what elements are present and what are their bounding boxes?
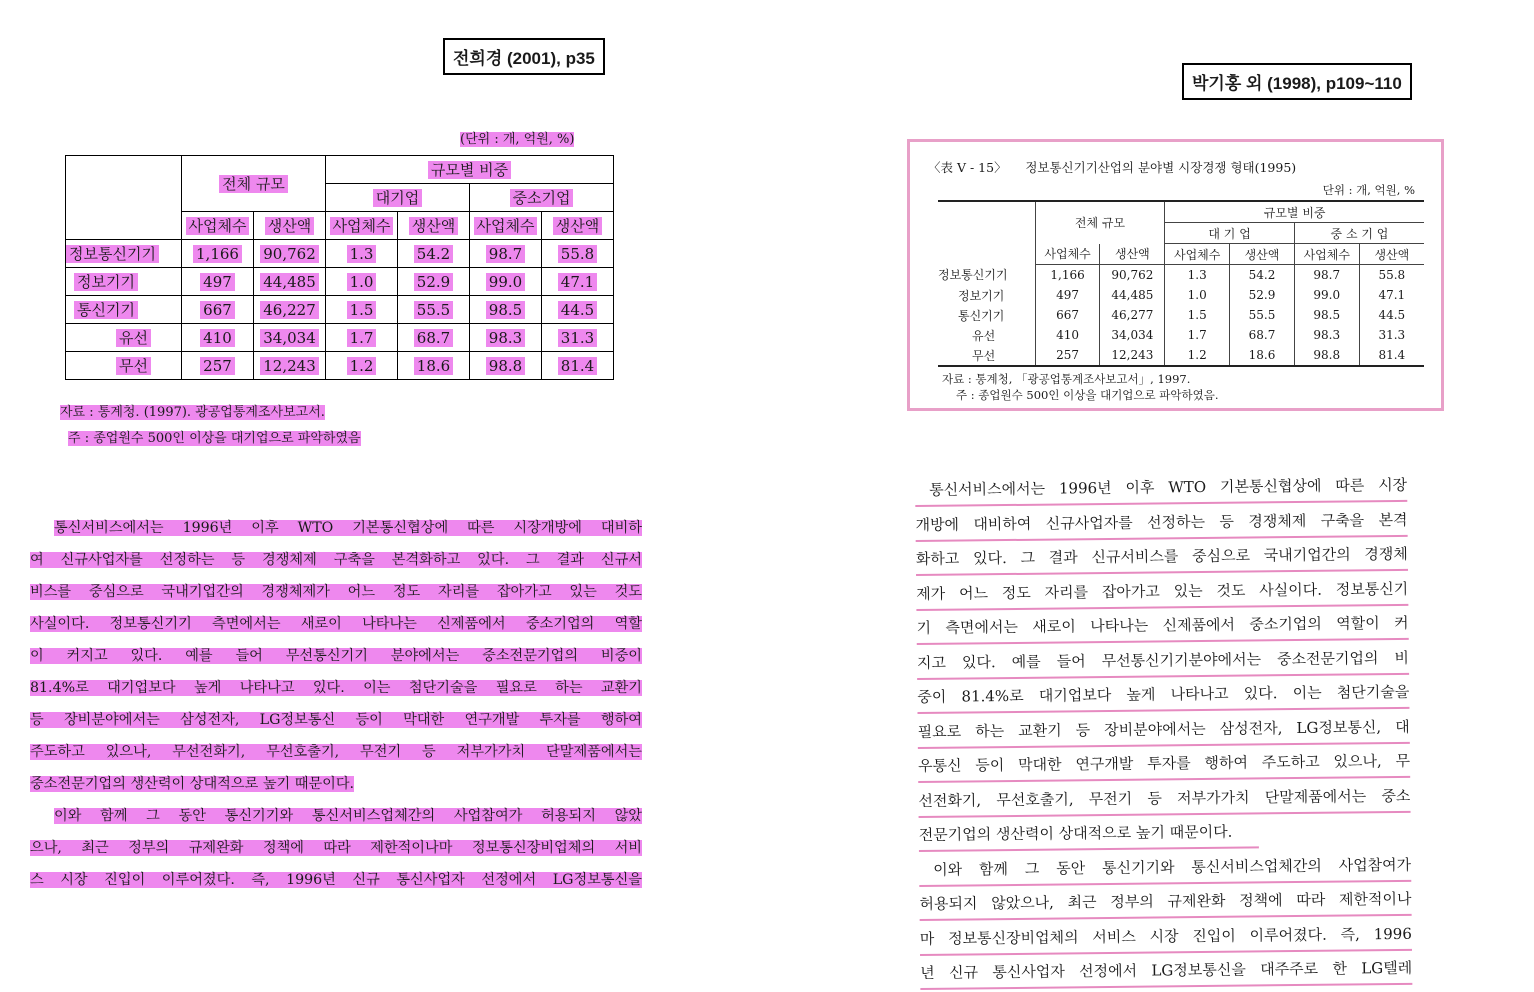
left-unit-note: (단위 : 개, 억원, %) (460, 132, 575, 147)
body-line: 통신서비스에서는 1996년 이후 WTO 기본통신협상에 따른 시장개방에 대비하 (54, 520, 642, 536)
body-line: 중이 81.4%로 대기업보다 높게 나타나고 있다. 이는 첨단기술을 (917, 677, 1409, 714)
header-output: 생산액 (542, 212, 614, 240)
left-note-remark: 주 : 종업원수 500인 이상을 대기업으로 파악하였음 (68, 431, 361, 446)
right-table-notes (942, 371, 1218, 403)
body-line: 이와 함께 그 동안 통신기기와 통신서비스업체간의 사업참여가 (919, 849, 1411, 886)
body-line: 허용되지 않았으나, 최근 정부의 규제완화 정책에 따라 제한적이나 (919, 884, 1411, 921)
body-line: 마 정보통신장비업체의 서비스 시장 진입이 이루어졌다. 즉, 1996 (920, 918, 1412, 955)
table-row: 무선 257 12,243 1.2 18.6 98.8 81.4 (66, 352, 614, 380)
header-output: 생산액 (398, 212, 470, 240)
body-line: 제가 어느 정도 자리를 잡아가고 있는 것도 사실이다. 정보통신기 (916, 573, 1408, 610)
table-row: 정보통신기기 1,166 90,762 1.3 54.2 98.7 55.8 (66, 240, 614, 268)
body-line: 비스를 중심으로 국내기업간의 경쟁체제가 어느 정도 자리를 잡아가고 있는 것도 (30, 584, 642, 600)
header-count: 사업체수 (470, 212, 542, 240)
body-line: 여 신규사업자를 선정하는 등 경쟁체제 구축을 본격화하고 있다. 그 결과 신규서 (30, 552, 642, 568)
body-line: 우통신 등이 막대한 연구개발 투자를 행하여 주도하고 있으나, 무 (918, 746, 1410, 783)
body-line: 중소전문기업의 생산력이 상대적으로 높기 때문이다. (30, 776, 355, 792)
header-output: 생산액 (254, 212, 326, 240)
body-line: 선전화기, 무선호출기, 무전기 등 저부가가치 단말제품에서는 중소 (918, 780, 1410, 817)
body-line: 개방에 대비하여 신규사업자를 선정하는 등 경쟁체제 구축을 본격 (915, 504, 1407, 541)
right-stats-table: 전체 규모 규모별 비중 대 기 업 중 소 기 업 사업체수 생산액 사업체수 생산액 사업체수 생산액 정보통신기기 1,166 90,762 1.3 54.2 98.7 55.8 정보기기 497 44,485 1.0 52.9 99.0 47.1 통신기기 667 46,277 1.5 55.5 98.5 44.5 유선 410 34,034 1.7 68.7 98.3 31.3 무선 257 12,243 1.2 18.6 98.8 81.4 (938, 200, 1424, 367)
table-row: 유선 410 34,034 1.7 68.7 98.3 31.3 (66, 324, 614, 352)
header-total: 전체 규모 (182, 156, 326, 212)
body-line: 통신서비스에서는 1996년 이후 WTO 기본통신협상에 따른 시장 (915, 470, 1407, 507)
body-line: 이와 함께 그 동안 통신기기와 통신서비스업체간의 사업참여가 허용되지 않았 (54, 808, 642, 824)
table-row: 통신기기 667 46,277 1.5 55.5 98.5 44.5 (938, 305, 1424, 325)
left-stats-table (65, 155, 614, 380)
left-source-label: 전희경 (2001), p35 (443, 38, 605, 75)
table-row: 무선 257 12,243 1.2 18.6 98.8 81.4 (938, 345, 1424, 366)
corner-cell (66, 156, 182, 240)
body-line: 전문기업의 생산력이 상대적으로 높기 때문이다. (919, 816, 1259, 852)
body-line: 지고 있다. 예를 들어 무선통신기기분야에서는 중소전문기업의 비 (917, 642, 1409, 679)
right-table-title: 〈表 Ⅴ - 15〉 정보통신기기산업의 분야별 시장경쟁 형태(1995) (928, 160, 1297, 175)
left-body-text (30, 512, 642, 896)
right-note-source: 자료 : 통계청, 「광공업통계조사보고서」, 1997. (942, 372, 1191, 386)
right-body-text (915, 470, 1412, 992)
table-row: 정보기기 497 44,485 1.0 52.9 99.0 47.1 (66, 268, 614, 296)
right-note-remark: 주 : 종업원수 500인 이상을 대기업으로 파악하였음. (956, 388, 1219, 402)
header-count: 사업체수 (182, 212, 254, 240)
right-unit-note: 단위 : 개, 억원, % (1322, 183, 1415, 197)
body-line: 사실이다. 정보통신기기 측면에서는 새로이 나타나는 신제품에서 중소기업의 역할 (30, 616, 642, 632)
body-line: 등 장비분야에서는 삼성전자, LG정보통신 등이 막대한 연구개발 투자를 행하여 (30, 712, 642, 728)
body-line: 기 측면에서는 새로이 나타나는 신제품에서 중소기업의 역할이 커 (916, 608, 1408, 645)
body-line: 화하고 있다. 그 결과 신규서비스를 중심으로 국내기업간의 경쟁체 (916, 539, 1408, 576)
body-line: 주도하고 있으나, 무선전화기, 무선호출기, 무전기 등 저부가가치 단말제품에서는 (30, 744, 642, 760)
table-row: 정보통신기기 1,166 90,762 1.3 54.2 98.7 55.8 (938, 265, 1424, 286)
body-line: 81.4%로 대기업보다 높게 나타나고 있다. 이는 첨단기술을 필요로 하는 교환기 (30, 680, 642, 696)
left-table-notes (60, 400, 361, 452)
body-line: 으나, 최근 정부의 규제완화 정책에 따라 제한적이나마 정보통신장비업체의 서비 (30, 840, 642, 856)
header-sme: 중소기업 (470, 184, 614, 212)
header-share: 규모별 비중 (326, 156, 614, 184)
right-source-label: 박기홍 외 (1998), p109~110 (1182, 63, 1412, 100)
body-line: 필요로 하는 교환기 등 장비분야에서는 삼성전자, LG정보통신, 대 (918, 711, 1410, 748)
body-line: 스 시장 진입이 이루어졌다. 즉, 1996년 신규 통신사업자 선정에서 LG정보통신을 (30, 872, 642, 888)
body-line: 이 커지고 있다. 예를 들어 무선통신기기 분야에서는 중소전문기업의 비중이 (30, 648, 642, 664)
header-large: 대기업 (326, 184, 470, 212)
table-row: 통신기기 667 46,227 1.5 55.5 98.5 44.5 (66, 296, 614, 324)
table-row: 유선 410 34,034 1.7 68.7 98.3 31.3 (938, 325, 1424, 345)
body-line: 년 신규 통신사업자 선정에서 LG정보통신을 대주주로 한 LG텔레 (920, 953, 1412, 990)
left-note-source: 자료 : 통계청. (1997). 광공업통계조사보고서. (60, 405, 325, 420)
table-row: 정보기기 497 44,485 1.0 52.9 99.0 47.1 (938, 285, 1424, 305)
right-table-scan (907, 139, 1444, 411)
header-count: 사업체수 (326, 212, 398, 240)
